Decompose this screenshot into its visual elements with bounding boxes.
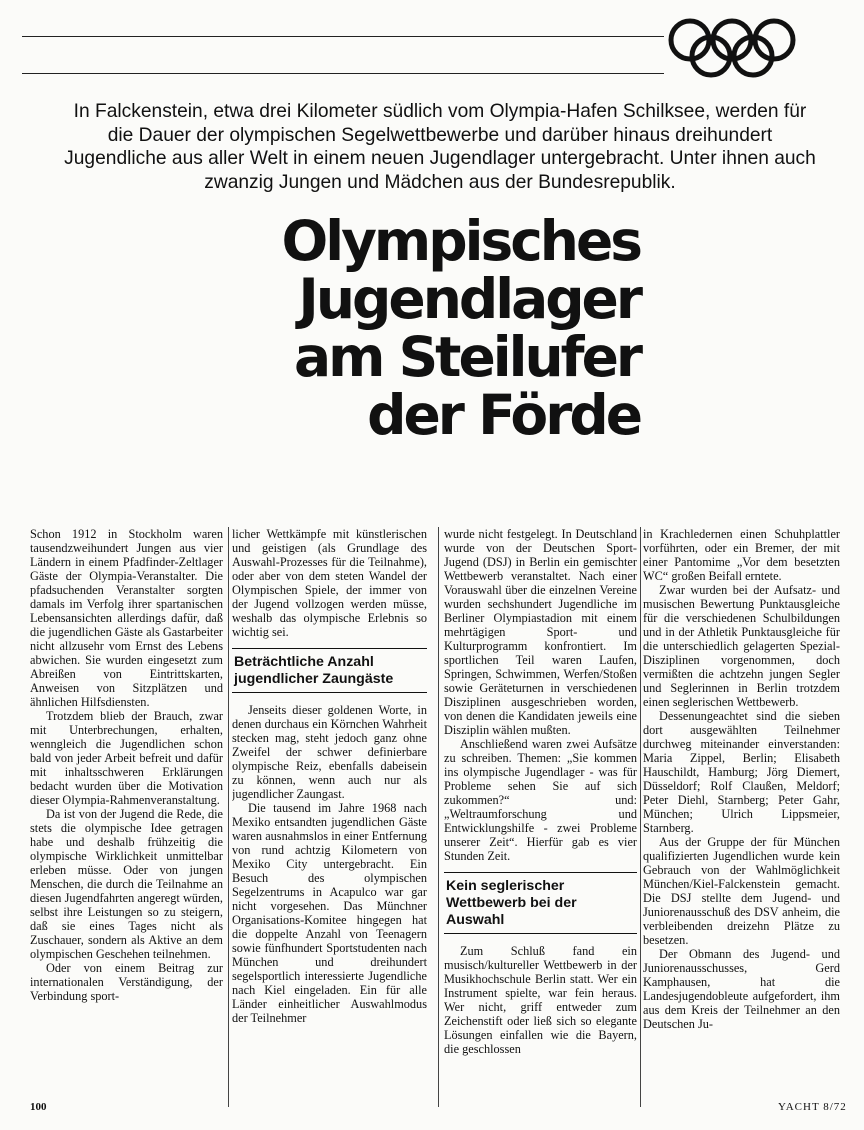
paragraph: Trotzdem blieb der Brauch, zwar mit Unterbrechungen, erhalten, wenngleich die Jugendlichen schon bald von jeder Arbeit befreit und dafür mit inhaltsschweren Erklärungen bedacht wurden über die Motivation dieser Olympia-Rahmenveranstaltung.	[30, 709, 223, 807]
paragraph: Zwar wurden bei der Aufsatz- und musischen Bewertung Punktausgleiche für die verschiedenen Schulbildungen und in der Athletik Punktausgleiche für die unterschiedlich gelagerten Spezial-Disziplinen vorgenommen, doch vermißten die achtzehn jungen Segler und Seglerinnen in Berlin trotzdem einen seglerischen Wettbewerb.	[643, 583, 840, 709]
intro-text: In Falckenstein, etwa drei Kilometer südlich vom Olympia-Hafen Schilksee, werden für die Dauer der olympischen Segelwettbewerbe und darüber hinaus dreihundert Jugendliche aus aller Welt in einem neuen Jugendlager untergebracht. Unter ihnen auch zwanzig Jungen und Mädchen aus der Bundesrepublik.	[64, 101, 816, 193]
header-rule-top	[22, 36, 664, 37]
paragraph: Aus der Gruppe der für München qualifizierten Jugendlichen wurde kein Gebrauch von der Wahlmöglichkeit München/Kiel-Falckenstein gemacht. Die DSJ stellte dem Jugend- und Juniorenausschuß des DSV anheim, die verbleibenden dreizehn Plätze zu besetzen.	[643, 835, 840, 947]
paragraph: Zum Schluß fand ein musisch/kultureller Wettbewerb in der Musikhochschule Berlin statt. Wer ein Instrument spielte, war fein heraus. Wer nicht, griff entweder zum Zeichenstift oder ließ sich so elegante Lösungen einfallen wie die Bayern, die geschlossen	[444, 944, 637, 1056]
paragraph: wurde nicht festgelegt. In Deutschland wurde von der Deutschen Sport-Jugend (DSJ) in Berlin ein gemischter Wettbewerb veranstaltet. Nach einer Vorauswahl über die einzelnen Vereine wurden sechshundert Jugendliche im Berliner Olympiastadion mit einem mehrtägigen Sport- und Kulturprogramm konfrontiert. Im sportlichen Teil waren Laufen, Springen, Schwimmen, Werfen/Stoßen sowie Geräteturnen in verschiedenen Disziplinen ausgeschrieben worden, von denen die Kandidaten jeweils eine Disziplin wählen mußten.	[444, 527, 637, 737]
paragraph: Dessenungeachtet sind die sieben dort ausgewählten Teilnehmer durchweg miteinander einverstanden: Maria Zippel, Berlin; Elisabeth Hauschildt, Hamburg; Jörg Diemert, Düsseldorf; Rolf Claußen, Meldorf; Peter Diehl, Starnberg; Peter Gahr, München; Ulrich Lippsmeier, Starnberg.	[643, 709, 840, 835]
column-divider	[228, 527, 229, 1107]
headline-line-1: Olympisches	[281, 209, 640, 273]
article-column-4	[643, 527, 840, 1107]
article-column-1	[30, 527, 223, 1107]
paragraph: Da ist von der Jugend die Rede, die stets die olympische Idee getragen habe und deshalb frühzeitig die olympische Wirklichkeit unmittelbar erleben müsse. Oder von jungen Menschen, die durch die Teilnahme an diesen Jugendfahrten angeregt würden, selbst ihre Leistungen so zu steigern, daß sie eines Tages nicht als Zuschauer, sondern als Aktive an dem olympischen Geschehen teilnehmen.	[30, 807, 223, 961]
column-divider	[640, 527, 641, 1107]
magazine-issue-ref: YACHT 8/72	[778, 1101, 847, 1113]
headline-line-2: Jugendlager	[298, 267, 640, 331]
page-number: 100	[30, 1101, 47, 1113]
subheading: Beträchtliche Anzahl jugendlicher Zaungäste	[232, 648, 427, 693]
headline-line-4: der Förde	[367, 383, 640, 447]
article-column-2	[232, 527, 427, 1107]
paragraph: Der Obmann des Jugend- und Juniorenausschusses, Gerd Kamphausen, hat die Landesjugendobleute aufgefordert, ihm aus dem Kreis der Teilnehmer an den Deutschen Ju-	[643, 947, 840, 1031]
subheading: Kein seglerischer Wettbewerb bei der Auswahl	[444, 872, 637, 934]
paragraph: Oder von einem Beitrag zur internationalen Verständigung, der Verbindung sport-	[30, 961, 223, 1003]
paragraph: Schon 1912 in Stockholm waren tausendzweihundert Jungen aus vier Ländern in einem Pfadfinder-Zeltlager Gäste der Olympia-Veranstalter. Die pfadsuchenden Veranstalter sorgten damals im Verfolg ihrer spartanischen Lebensansichten allerdings dafür, daß die jugendlichen Gäste als Gastarbeiter nicht allzusehr vom Ernst des Lebens abwichen. Sie wurden eingesetzt zum Abreißen von Eintrittskarten, Anweisen von Sitzplätzen und ähnlichen Hilfsdiensten.	[30, 527, 223, 709]
paragraph: Die tausend im Jahre 1968 nach Mexiko entsandten jugendlichen Gäste waren ausnahmslos in einer Entfernung von rund achtzig Kilometern von Mexiko City untergebracht. Ein Besuch des olympischen Segelzentrums in Acapulco war gar nicht vorgesehen. Das Münchner Organisations-Komitee hingegen hat die doppelte Anzahl von Teenagern sowie fünfhundert Sportstudenten nach München und dreihundert segelsportlich interessierte Jugendliche nach Kiel eingeladen. Ein für alle Länder einheitlicher Auswahlmodus der Teilnehmer	[232, 801, 427, 1025]
headline	[180, 209, 640, 447]
paragraph: licher Wettkämpfe mit künstlerischen und geistigen (als Grundlage des Auswahl-Prozesses für die Teilnahme), oder aber von dem steten Wandel der Olympischen Spiele, der immer von der Jugend vollzogen werden müsse, weshalb das olympische Erlebnis so wichtig sei.	[232, 527, 427, 639]
paragraph: in Krachledernen einen Schuhplattler vorführten, oder ein Bremer, der mit einer Pantomime „Vor dem besetzten WC“ großen Beifall erntete.	[643, 527, 840, 583]
column-divider	[438, 527, 439, 1107]
paragraph: Anschließend waren zwei Aufsätze zu schreiben. Themen: „Sie kommen ins olympische Jugendlager - was für Probleme sehen Sie auf sich zukommen?“ und: „Weltraumforschung und Entwicklungshilfe - zwei Probleme unserer Zeit“. Hierfür gab es vier Stunden Zeit.	[444, 737, 637, 863]
header-rule-bottom	[22, 73, 664, 74]
article-column-3	[444, 527, 637, 1107]
paragraph: Jenseits dieser goldenen Worte, in denen durchaus ein Körnchen Wahrheit stecken mag, steht jedoch ganz ohne Zweifel der schwer definierbare olympische Reiz, ebenfalls dabeisein zu können, wenn auch nur als jugendlicher Zaungast.	[232, 703, 427, 801]
headline-line-3: am Steilufer	[294, 325, 640, 389]
olympic-rings-icon	[660, 16, 840, 78]
